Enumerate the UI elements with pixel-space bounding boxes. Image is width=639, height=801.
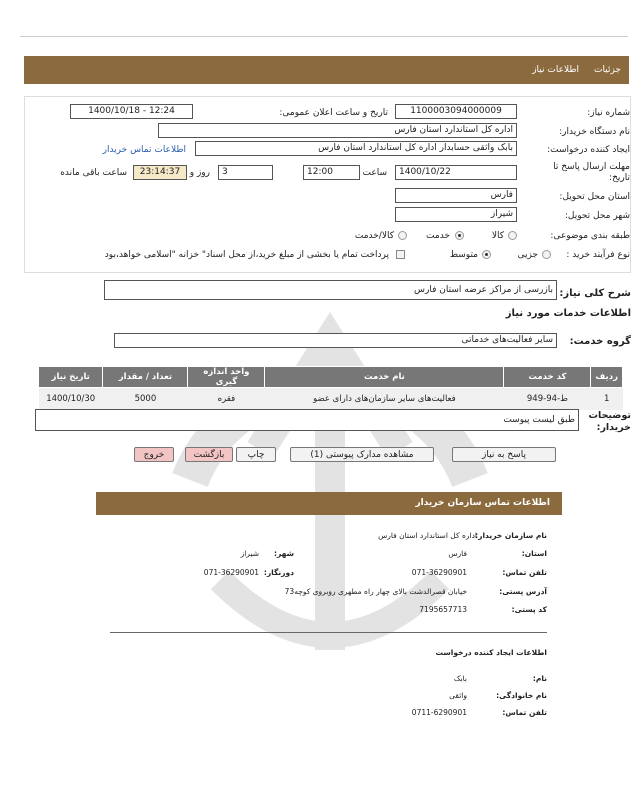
cell-service-code: ط-94-949 bbox=[504, 388, 591, 411]
contact-province-label: استان: bbox=[521, 549, 547, 558]
city-label: شهر محل تحویل: bbox=[564, 211, 630, 221]
buyer-label: نام دستگاه خریدار: bbox=[559, 127, 630, 137]
deadline-label: مهلت ارسال پاسخ تا تاریخ: bbox=[553, 162, 630, 183]
postal-label: کد پستی: bbox=[511, 605, 547, 614]
col-row: ردیف bbox=[591, 367, 623, 388]
deadline-date-field: 1400/10/22 bbox=[395, 165, 517, 180]
announce-label: تاریخ و ساعت اعلان عمومی: bbox=[279, 108, 388, 118]
cell-need-date: 1400/10/30 bbox=[39, 388, 103, 411]
buyer-field: اداره کل استاندارد استان فارس bbox=[158, 123, 517, 138]
phone-value: 071-36290901 bbox=[411, 568, 467, 577]
reply-button[interactable]: پاسخ به نیاز bbox=[452, 447, 556, 462]
need-number-label: شماره نیاز: bbox=[587, 108, 630, 118]
tab-need-info[interactable]: اطلاعات نیاز bbox=[532, 65, 579, 75]
creator-name-label: نام: bbox=[532, 674, 547, 683]
category-radio-both[interactable] bbox=[398, 231, 407, 240]
buyer-notes-field: طبق لیست پیوست bbox=[35, 409, 579, 431]
treasury-payment-checkbox[interactable] bbox=[396, 250, 405, 259]
tab-details[interactable]: جزئیات bbox=[594, 65, 621, 75]
contact-city-value: شیراز bbox=[240, 549, 259, 558]
table-row bbox=[39, 388, 623, 411]
contact-city-label: شهر: bbox=[274, 549, 294, 558]
service-group-field: سایر فعالیت‌های خدماتی bbox=[114, 333, 557, 348]
col-need-date: تاریخ نیاز bbox=[39, 367, 103, 388]
exit-button[interactable]: خروج bbox=[134, 447, 174, 462]
creator-label: ایجاد کننده درخواست: bbox=[547, 145, 630, 155]
attachments-button[interactable]: مشاهده مدارک پیوستی (1) bbox=[290, 447, 434, 462]
category-option-goods: کالا bbox=[491, 231, 504, 241]
table-header-row bbox=[39, 367, 623, 388]
creator-phone-label: تلفن تماس: bbox=[502, 708, 547, 717]
col-unit: واحد اندازه گیری bbox=[188, 367, 265, 388]
category-radio-service[interactable] bbox=[455, 231, 464, 240]
category-radio-goods[interactable] bbox=[508, 231, 517, 240]
category-label: طبقه بندی موضوعی: bbox=[550, 231, 630, 241]
cell-row: 1 bbox=[591, 388, 623, 411]
address-value: خیابان قصرالدشت بالای چهار راه مطهری روبروی کوچه73 bbox=[284, 587, 467, 596]
buyer-notes-label: توضیحات خریدار: bbox=[588, 410, 631, 433]
fax-label: دورنگار: bbox=[263, 568, 294, 577]
top-divider bbox=[20, 36, 628, 37]
announce-field: 1400/10/18 - 12:24 bbox=[70, 104, 193, 119]
creator-name-value: بابک bbox=[453, 674, 467, 683]
cell-quantity: 5000 bbox=[103, 388, 188, 411]
col-quantity: تعداد / مقدار bbox=[103, 367, 188, 388]
cell-unit: فقره bbox=[188, 388, 265, 411]
contact-title: اطلاعات تماس سازمان خریدار bbox=[415, 498, 550, 508]
services-table bbox=[38, 366, 623, 410]
province-label: استان محل تحویل: bbox=[559, 192, 630, 202]
summary-field: بازرسی از مراکز عرضه استان فارس bbox=[104, 280, 557, 300]
buyer-contact-link[interactable]: اطلاعات تماس خریدار bbox=[102, 145, 186, 155]
service-group-label: گروه خدمت: bbox=[569, 336, 631, 347]
col-service-code: کد خدمت bbox=[504, 367, 591, 388]
print-button[interactable]: چاپ bbox=[236, 447, 276, 462]
creator-field: بابک واثقی حسابدار اداره کل استاندارد استان فارس bbox=[195, 141, 517, 156]
col-service-name: نام خدمت bbox=[265, 367, 504, 388]
deadline-time-field: 12:00 bbox=[303, 165, 360, 180]
contact-divider bbox=[110, 632, 547, 633]
creator-family-value: واثقی bbox=[449, 691, 467, 700]
process-option-medium: متوسط bbox=[449, 250, 478, 260]
summary-label: شرح کلی نیاز: bbox=[559, 288, 631, 299]
address-label: آدرس پستی: bbox=[499, 587, 547, 596]
cell-service-name: فعالیت‌های سایر سازمان‌های دارای عضو bbox=[265, 388, 504, 411]
fax-value: 071-36290901 bbox=[203, 568, 259, 577]
process-radio-minor[interactable] bbox=[542, 250, 551, 259]
header-bar bbox=[24, 56, 629, 84]
contact-header-bar bbox=[96, 492, 562, 515]
contact-province-value: فارس bbox=[448, 549, 467, 558]
creator-family-label: نام خانوادگی: bbox=[496, 691, 547, 700]
postal-value: 7195657713 bbox=[419, 605, 467, 614]
category-option-service: خدمت bbox=[426, 231, 450, 241]
org-label: نام سازمان خریدار: bbox=[475, 531, 547, 540]
watermark-logo bbox=[130, 250, 530, 730]
city-field: شیراز bbox=[395, 207, 517, 222]
payment-note: پرداخت تمام یا بخشی از مبلغ خرید،از محل اسناد" خزانه "اسلامی خواهد،بود bbox=[104, 250, 389, 260]
remaining-time-field: 23:14:37 bbox=[133, 165, 187, 180]
category-option-both: کالا/خدمت bbox=[354, 231, 394, 241]
need-number-field: 1100003094000009 bbox=[395, 104, 517, 119]
process-label: نوع فرآیند خرید : bbox=[566, 250, 630, 260]
org-value: اداره کل استاندارد استان فارس bbox=[378, 531, 477, 540]
days-field: 3 bbox=[218, 165, 273, 180]
remaining-label: ساعت باقی مانده bbox=[60, 168, 127, 178]
process-radio-medium[interactable] bbox=[482, 250, 491, 259]
services-title: اطلاعات خدمات مورد نیاز bbox=[505, 308, 631, 319]
process-option-minor: جزیی bbox=[517, 250, 538, 260]
phone-label: تلفن تماس: bbox=[502, 568, 547, 577]
creator-phone-value: 0711-6290901 bbox=[411, 708, 467, 717]
back-button[interactable]: بازگشت bbox=[185, 447, 233, 462]
province-field: فارس bbox=[395, 188, 517, 203]
days-label: روز و bbox=[189, 168, 210, 178]
creator-info-title: اطلاعات ایجاد کننده درخواست bbox=[435, 648, 547, 657]
time-label: ساعت bbox=[362, 168, 387, 178]
